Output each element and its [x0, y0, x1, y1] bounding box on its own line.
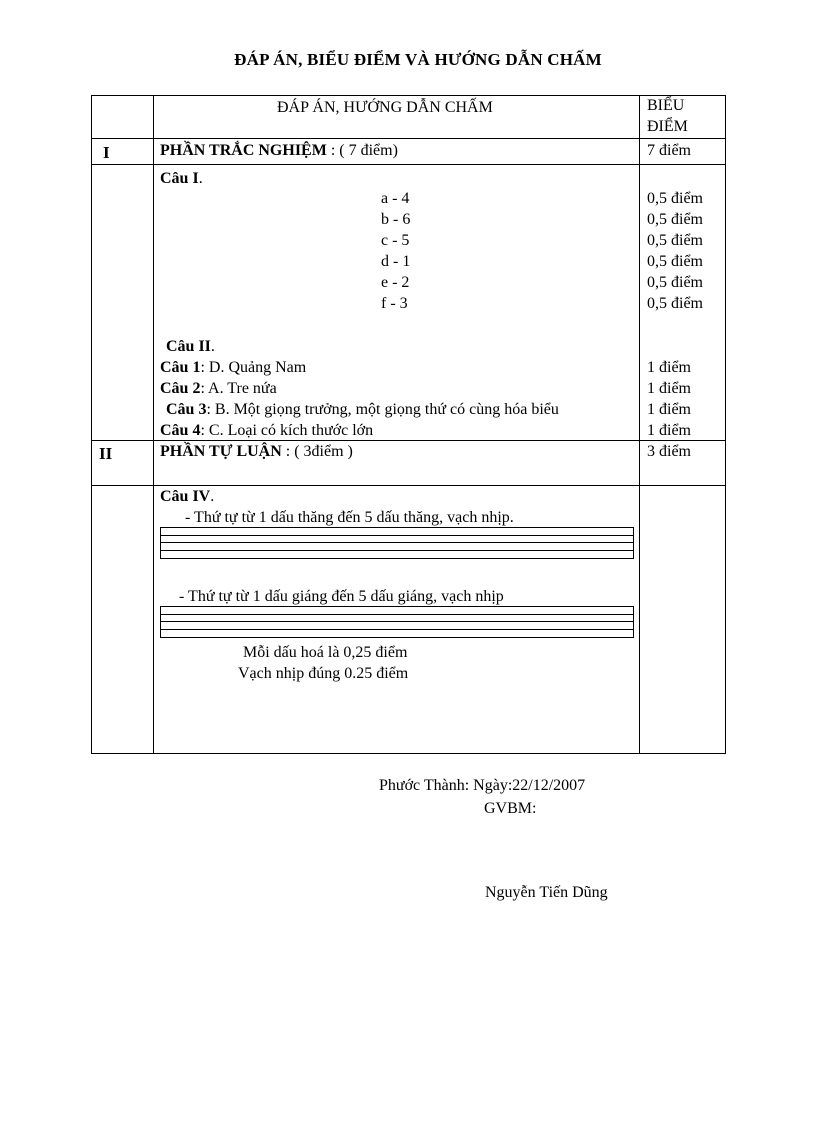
score-column-header-line2: ĐIỂM: [647, 118, 688, 135]
question-2-heading: Câu II.: [166, 338, 215, 355]
answer-item-score: 1 điểm: [647, 359, 691, 376]
match-pair-score: 0,5 điểm: [647, 274, 703, 291]
part1-title: PHẦN TRẮC NGHIỆM: [160, 142, 327, 159]
match-pair: f - 3: [381, 295, 408, 312]
answer-column-header: ĐÁP ÁN, HƯỚNG DẪN CHẤM: [277, 99, 493, 116]
column-divider: [639, 96, 640, 753]
music-staff-flats: [160, 606, 634, 638]
question-2-label: Câu II: [166, 338, 211, 355]
document-title: ĐÁP ÁN, BIỂU ĐIỂM VÀ HƯỚNG DẪN CHẤM: [234, 50, 602, 69]
part2-title: PHẦN TỰ LUẬN: [160, 443, 282, 460]
sharps-instruction: - Thứ tự từ 1 dấu thăng đến 5 dấu thăng, vạch nhịp.: [185, 509, 514, 526]
match-pair: c - 5: [381, 232, 410, 249]
answer-item-score: 1 điểm: [647, 401, 691, 418]
answer-table: [91, 95, 726, 754]
question-4-heading: Câu IV.: [160, 488, 215, 505]
music-staff-sharps: [160, 527, 634, 559]
answer-item: Câu 2: A. Tre nứa: [160, 380, 277, 397]
match-pair: a - 4: [381, 190, 410, 207]
match-pair-score: 0,5 điểm: [647, 253, 703, 270]
match-pair: d - 1: [381, 253, 411, 270]
answer-item-score: 1 điểm: [647, 422, 691, 439]
question-1-heading: Câu I.: [160, 170, 203, 187]
part2-roman-numeral: II: [99, 444, 113, 463]
row-divider: [92, 138, 725, 139]
scoring-note-accidentals: Mỗi dấu hoá là 0,25 điểm: [243, 644, 408, 661]
row-divider: [92, 164, 725, 165]
match-pair-score: 0,5 điểm: [647, 211, 703, 228]
part1-score: 7 điểm: [647, 142, 691, 159]
flats-instruction: - Thứ tự từ 1 dấu giáng đến 5 dấu giáng, vạch nhịp: [179, 588, 504, 605]
part1-roman-numeral: I: [103, 143, 110, 162]
answer-item: Câu 4: C. Loại có kích thước lớn: [160, 422, 374, 439]
place-and-date: Phước Thành: Ngày:22/12/2007: [379, 777, 586, 794]
part2-detail: : ( 3điểm ): [281, 443, 353, 460]
answer-item: Câu 3: B. Một giọng trưởng, một giọng thứ có cùng hóa biểu: [166, 401, 559, 418]
score-column-header-line1: BIỂU: [647, 97, 685, 114]
question-4-label: Câu IV: [160, 488, 211, 505]
answer-item-score: 1 điểm: [647, 380, 691, 397]
match-pair-score: 0,5 điểm: [647, 232, 703, 249]
question-1-label: Câu I: [160, 170, 199, 187]
part2-score: 3 điểm: [647, 443, 691, 460]
part1-heading: [160, 140, 398, 161]
match-pair-score: 0,5 điểm: [647, 190, 703, 207]
column-divider: [153, 96, 154, 753]
match-pair: b - 6: [381, 211, 411, 228]
part1-detail: : ( 7 điểm): [326, 142, 398, 159]
match-pair-score: 0,5 điểm: [647, 295, 703, 312]
scoring-note-barline: Vạch nhịp đúng 0.25 điểm: [238, 665, 409, 682]
match-pair: e - 2: [381, 274, 410, 291]
teacher-role: GVBM:: [484, 800, 537, 817]
teacher-name: Nguyễn Tiến Dũng: [485, 884, 608, 901]
part2-heading: [160, 441, 353, 462]
answer-item: Câu 1: D. Quảng Nam: [160, 359, 307, 376]
